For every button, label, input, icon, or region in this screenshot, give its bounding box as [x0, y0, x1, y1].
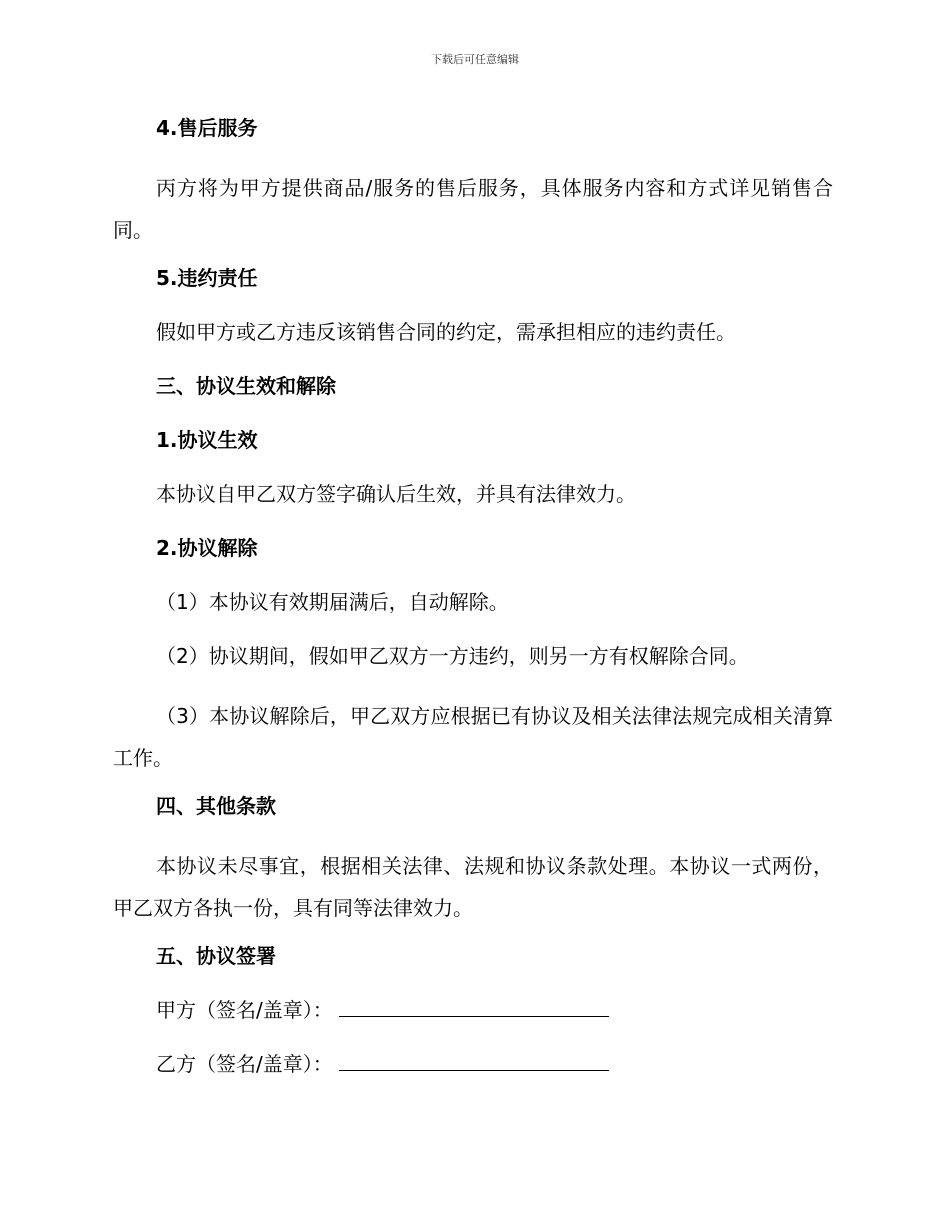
- termination-item-2: （2）协议期间，假如甲乙双方一方违约，则另一方有权解除合同。: [156, 644, 749, 668]
- subheading-effect: 1.协议生效: [156, 428, 258, 452]
- section-heading-other-terms: 四、其他条款: [156, 794, 276, 818]
- termination-item-1: （1）本协议有效期届满后，自动解除。: [156, 590, 509, 614]
- paragraph-breach: 假如甲方或乙方违反该销售合同的约定，需承担相应的违约责任。: [156, 320, 736, 344]
- section-heading-effect-termination: 三、协议生效和解除: [156, 374, 336, 398]
- header-note: 下载后可任意编辑: [431, 53, 519, 66]
- section-heading-after-sales: 4.售后服务: [156, 116, 258, 140]
- subheading-termination: 2.协议解除: [156, 536, 258, 560]
- signature-line-party-a: [113, 995, 833, 1025]
- signature-label-party-a: 甲方（签名/盖章）：: [156, 998, 333, 1022]
- document-body: [113, 113, 833, 1103]
- signature-blank-party-b[interactable]: [339, 1050, 609, 1071]
- signature-line-party-b: [113, 1049, 833, 1079]
- signature-label-party-b: 乙方（签名/盖章）：: [156, 1052, 333, 1076]
- paragraph-other-terms: 本协议未尽事宜，根据相关法律、法规和协议条款处理。本协议一式两份，甲乙双方各执一份，具有同等法律效力。: [113, 854, 833, 920]
- signature-blank-party-a[interactable]: [339, 996, 609, 1017]
- paragraph-after-sales: 丙方将为甲方提供商品/服务的售后服务，具体服务内容和方式详见销售合同。: [113, 176, 833, 242]
- paragraph-effect: 本协议自甲乙双方签字确认后生效，并具有法律效力。: [156, 482, 636, 506]
- section-heading-breach: 5.违约责任: [156, 266, 258, 290]
- section-heading-signing: 五、协议签署: [156, 944, 276, 968]
- termination-item-3: （3）本协议解除后，甲乙双方应根据已有协议及相关法律法规完成相关清算工作。: [113, 704, 833, 770]
